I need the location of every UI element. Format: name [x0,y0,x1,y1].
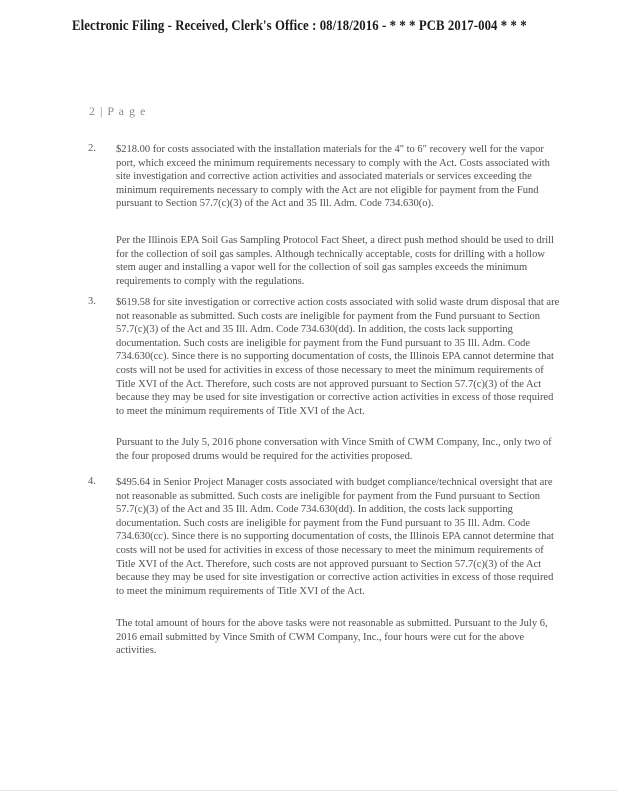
filing-header: Electronic Filing - Received, Clerk's Office : 08/18/2016 - * * * PCB 2017-004 * * * [72,18,527,34]
item-paragraph: The total amount of hours for the above tasks were not reasonable as submitted. Pursuant to the July 6, 2016 email submitted by Vince Smith of CWM Company, Inc., four hours were cut for the above activities. [116,618,548,657]
item-number: 3. [88,296,96,307]
item-paragraph: $218.00 for costs associated with the installation materials for the 4" to 6" recovery well for the vapor port, which exceed the minimum requirements necessary to comply with the Act. Costs associated with site investigation and corrective action activities and associated materials or services exceeding the minimum requirements necessary to comply with the Act are not eligible for payment from the Fund pursuant to Section 57.7(c)(3) of the Act and 35 Ill. Adm. Code 734.630(o). [116,144,550,210]
item-paragraph: $495.64 in Senior Project Manager costs associated with budget compliance/technical oversight that are not reasonable as submitted. Such costs are ineligible for payment from the Fund pursuant to Section 57.7(c)(3) of the Act and 35 Ill. Adm. Code 734.630(dd). In addition, the costs lack supporting documentation. Such costs are ineligible for payment from the Fund pursuant to 35 Ill. Adm. Code 734.630(cc). Since there is no supporting documentation of costs, the Illinois EPA cannot determine that costs will not be used for activities in excess of those necessary to meet the minimum requirements of Title XVI of the Act. Therefore, such costs are not approved pursuant to Section 57.7(c)(3) of the Act because they may be used for site investigation or corrective action activities in excess of those required to meet the minimum requirements of Title XVI of the Act. [116,477,554,597]
page-bottom-divider [0,790,618,791]
item-number: 2. [88,143,96,154]
item-paragraph: Per the Illinois EPA Soil Gas Sampling Protocol Fact Sheet, a direct push method should be used to drill for the collection of soil gas samples. Although technically acceptable, costs for drilling with a hollow stem auger and installing a vapor well for the collection of soil gas samples exceeds the minimum requirements to comply with the regulations. [116,235,554,287]
page-number: 2 | P a g e [89,104,147,118]
item-number: 4. [88,476,96,487]
item-paragraph: $619.58 for site investigation or corrective action costs associated with solid waste drum disposal that are not reasonable as submitted. Such costs are ineligible for payment from the Fund pursuant to Section 57.7(c)(3) of the Act and 35 Ill. Adm. Code 734.630(dd). In addition, the costs lack supporting documentation. Such costs are ineligible for payment from the Fund pursuant to 35 Ill. Adm. Code 734.630(cc). Since there is no supporting documentation of costs, the Illinois EPA cannot determine that costs will not be used for activities in excess of those necessary to meet the minimum requirements of Title XVI of the Act. Therefore, such costs are not approved pursuant to Section 57.7(c)(3) of the Act because they may be used for site investigation or corrective action activities in excess of those required to meet the minimum requirements of Title XVI of the Act. [116,297,560,417]
item-paragraph: Pursuant to the July 5, 2016 phone conversation with Vince Smith of CWM Company, Inc., only two of the four proposed drums would be required for the activities proposed. [116,437,552,462]
